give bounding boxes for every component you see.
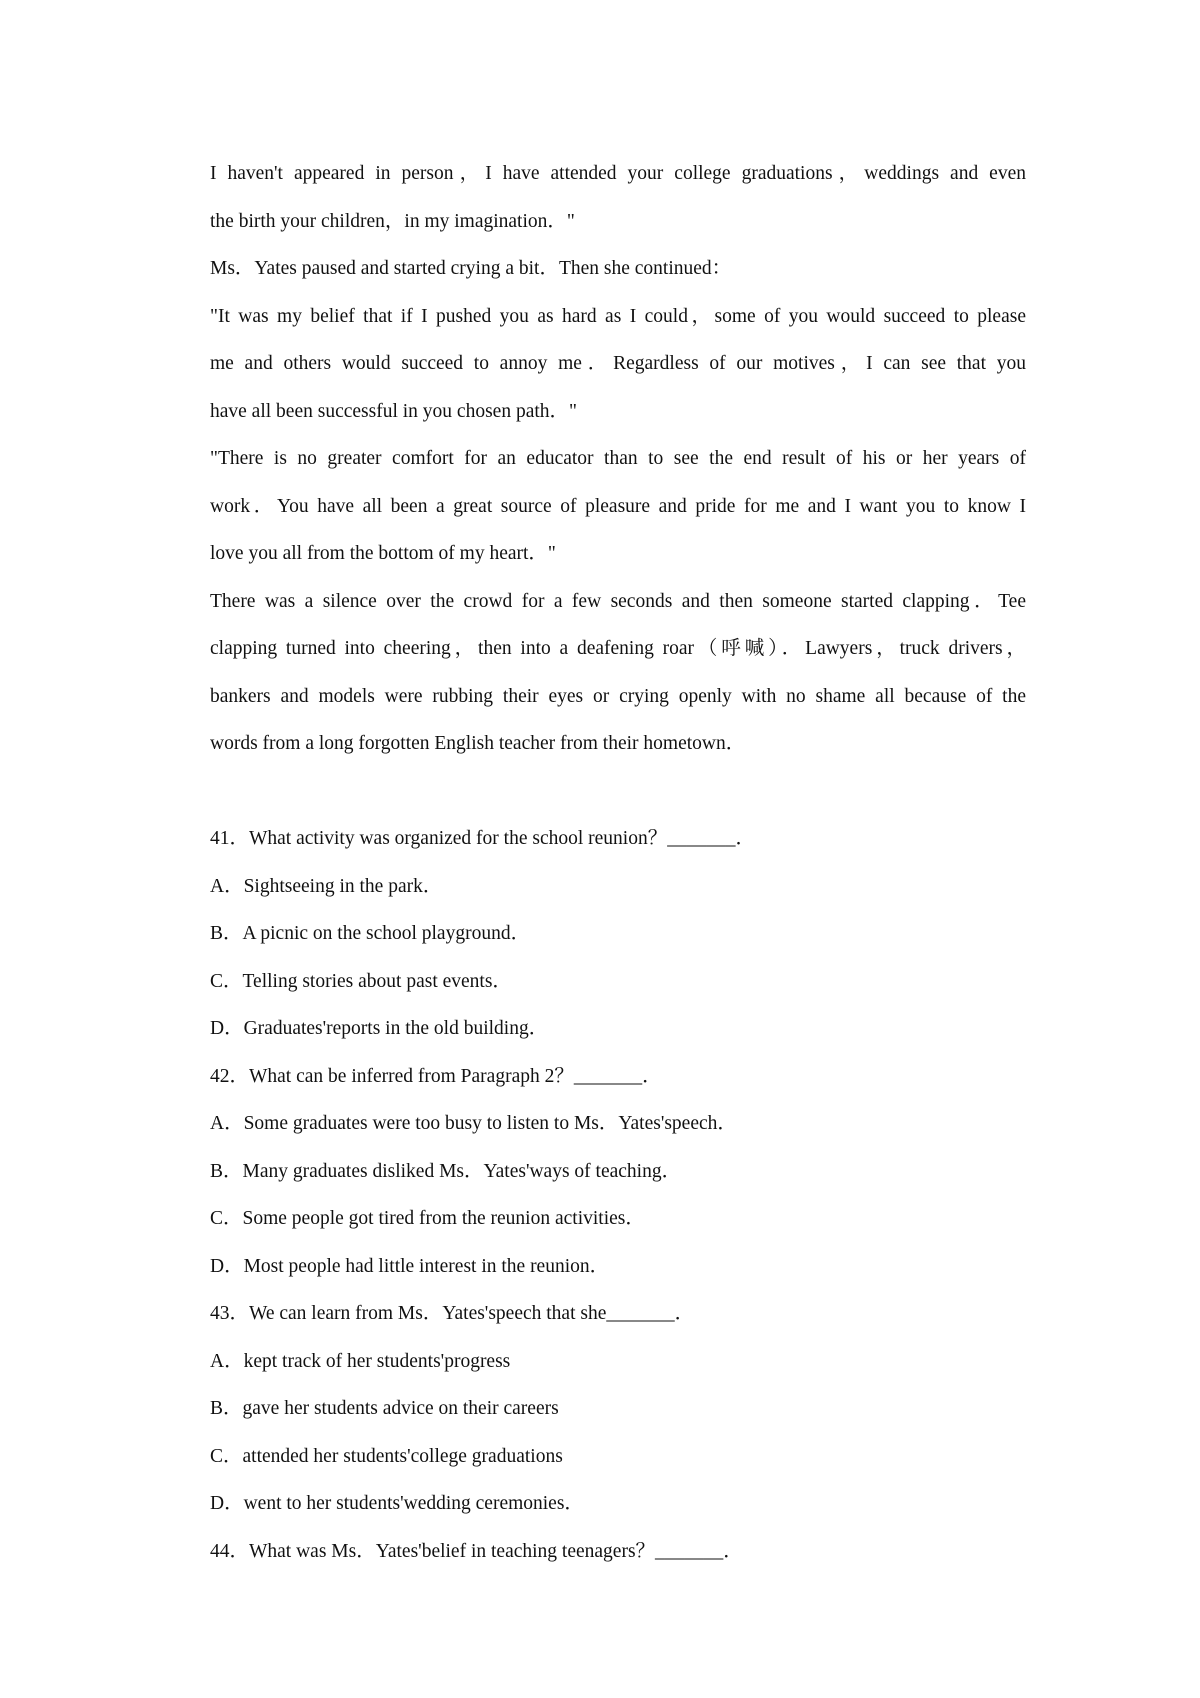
passage-line: work．You have all been a great source of pleasure and pride for me and I want you to know I: [210, 495, 1026, 517]
passage-line: I haven't appeared in person，I have attended your college graduations，weddings and even: [210, 163, 1026, 184]
answer-option: C．Some people got tired from the reunion activities．: [210, 1208, 645, 1229]
passage-line: Ms．Yates paused and started crying a bit．Then she continued：: [210, 258, 732, 279]
answer-option: C．attended her students'college graduations: [210, 1445, 563, 1467]
passage-line: "There is no greater comfort for an educator than to see the end result of his or her years of: [210, 448, 1026, 469]
answer-option: D．Graduates'reports in the old building．: [210, 1018, 549, 1039]
question-42: [210, 1053, 1026, 1291]
answer-option: A．Sightseeing in the park．: [210, 875, 443, 897]
question-stem: 43．We can learn from Ms．Yates'speech that she_______．: [210, 1303, 695, 1324]
passage-line: me and others would succeed to annoy me．Regardless of our motives，I can see that you: [210, 353, 1026, 374]
question-list: [210, 815, 1026, 1575]
question-stem: 44．What was Ms．Yates'belief in teaching teenagers？_______．: [210, 1540, 743, 1562]
question-43: [210, 1290, 1026, 1528]
answer-option: B．Many graduates disliked Ms．Yates'ways of teaching．: [210, 1160, 682, 1182]
question-41: [210, 815, 1026, 1053]
section-gap: [210, 768, 1026, 816]
passage-line: "It was my belief that if I pushed you as hard as I could，some of you would succeed to please: [210, 305, 1026, 327]
passage-line: bankers and models were rubbing their eyes or crying openly with no shame all because of the: [210, 685, 1026, 707]
passage-line: words from a long forgotten English teacher from their hometown．: [210, 733, 746, 754]
passage-line: have all been successful in you chosen path．": [210, 400, 577, 422]
answer-option: D．went to her students'wedding ceremonies．: [210, 1493, 584, 1514]
answer-option: B．A picnic on the school playground．: [210, 923, 531, 944]
page-content: [210, 150, 1026, 1575]
passage-line: There was a silence over the crowd for a few seconds and then someone started clapping．Tee: [210, 590, 1026, 612]
answer-option: A．kept track of her students'progress: [210, 1350, 511, 1372]
passage-line: clapping turned into cheering，then into a deafening roar（呼喊）．Lawyers，truck drivers，: [210, 638, 1026, 659]
question-44: [210, 1528, 1026, 1576]
answer-option: A．Some graduates were too busy to listen to Ms．Yates'speech．: [210, 1113, 737, 1134]
passage-line: love you all from the bottom of my heart．": [210, 543, 556, 564]
passage-line: the birth your children，in my imagination．": [210, 210, 575, 232]
passage: [210, 150, 1026, 768]
question-stem: 41．What activity was organized for the school reunion？_______．: [210, 828, 755, 849]
answer-option: C．Telling stories about past events．: [210, 970, 512, 992]
answer-option: D．Most people had little interest in the reunion．: [210, 1255, 610, 1277]
question-stem: 42．What can be inferred from Paragraph 2？_______．: [210, 1065, 662, 1087]
answer-option: B．gave her students advice on their careers: [210, 1398, 559, 1419]
